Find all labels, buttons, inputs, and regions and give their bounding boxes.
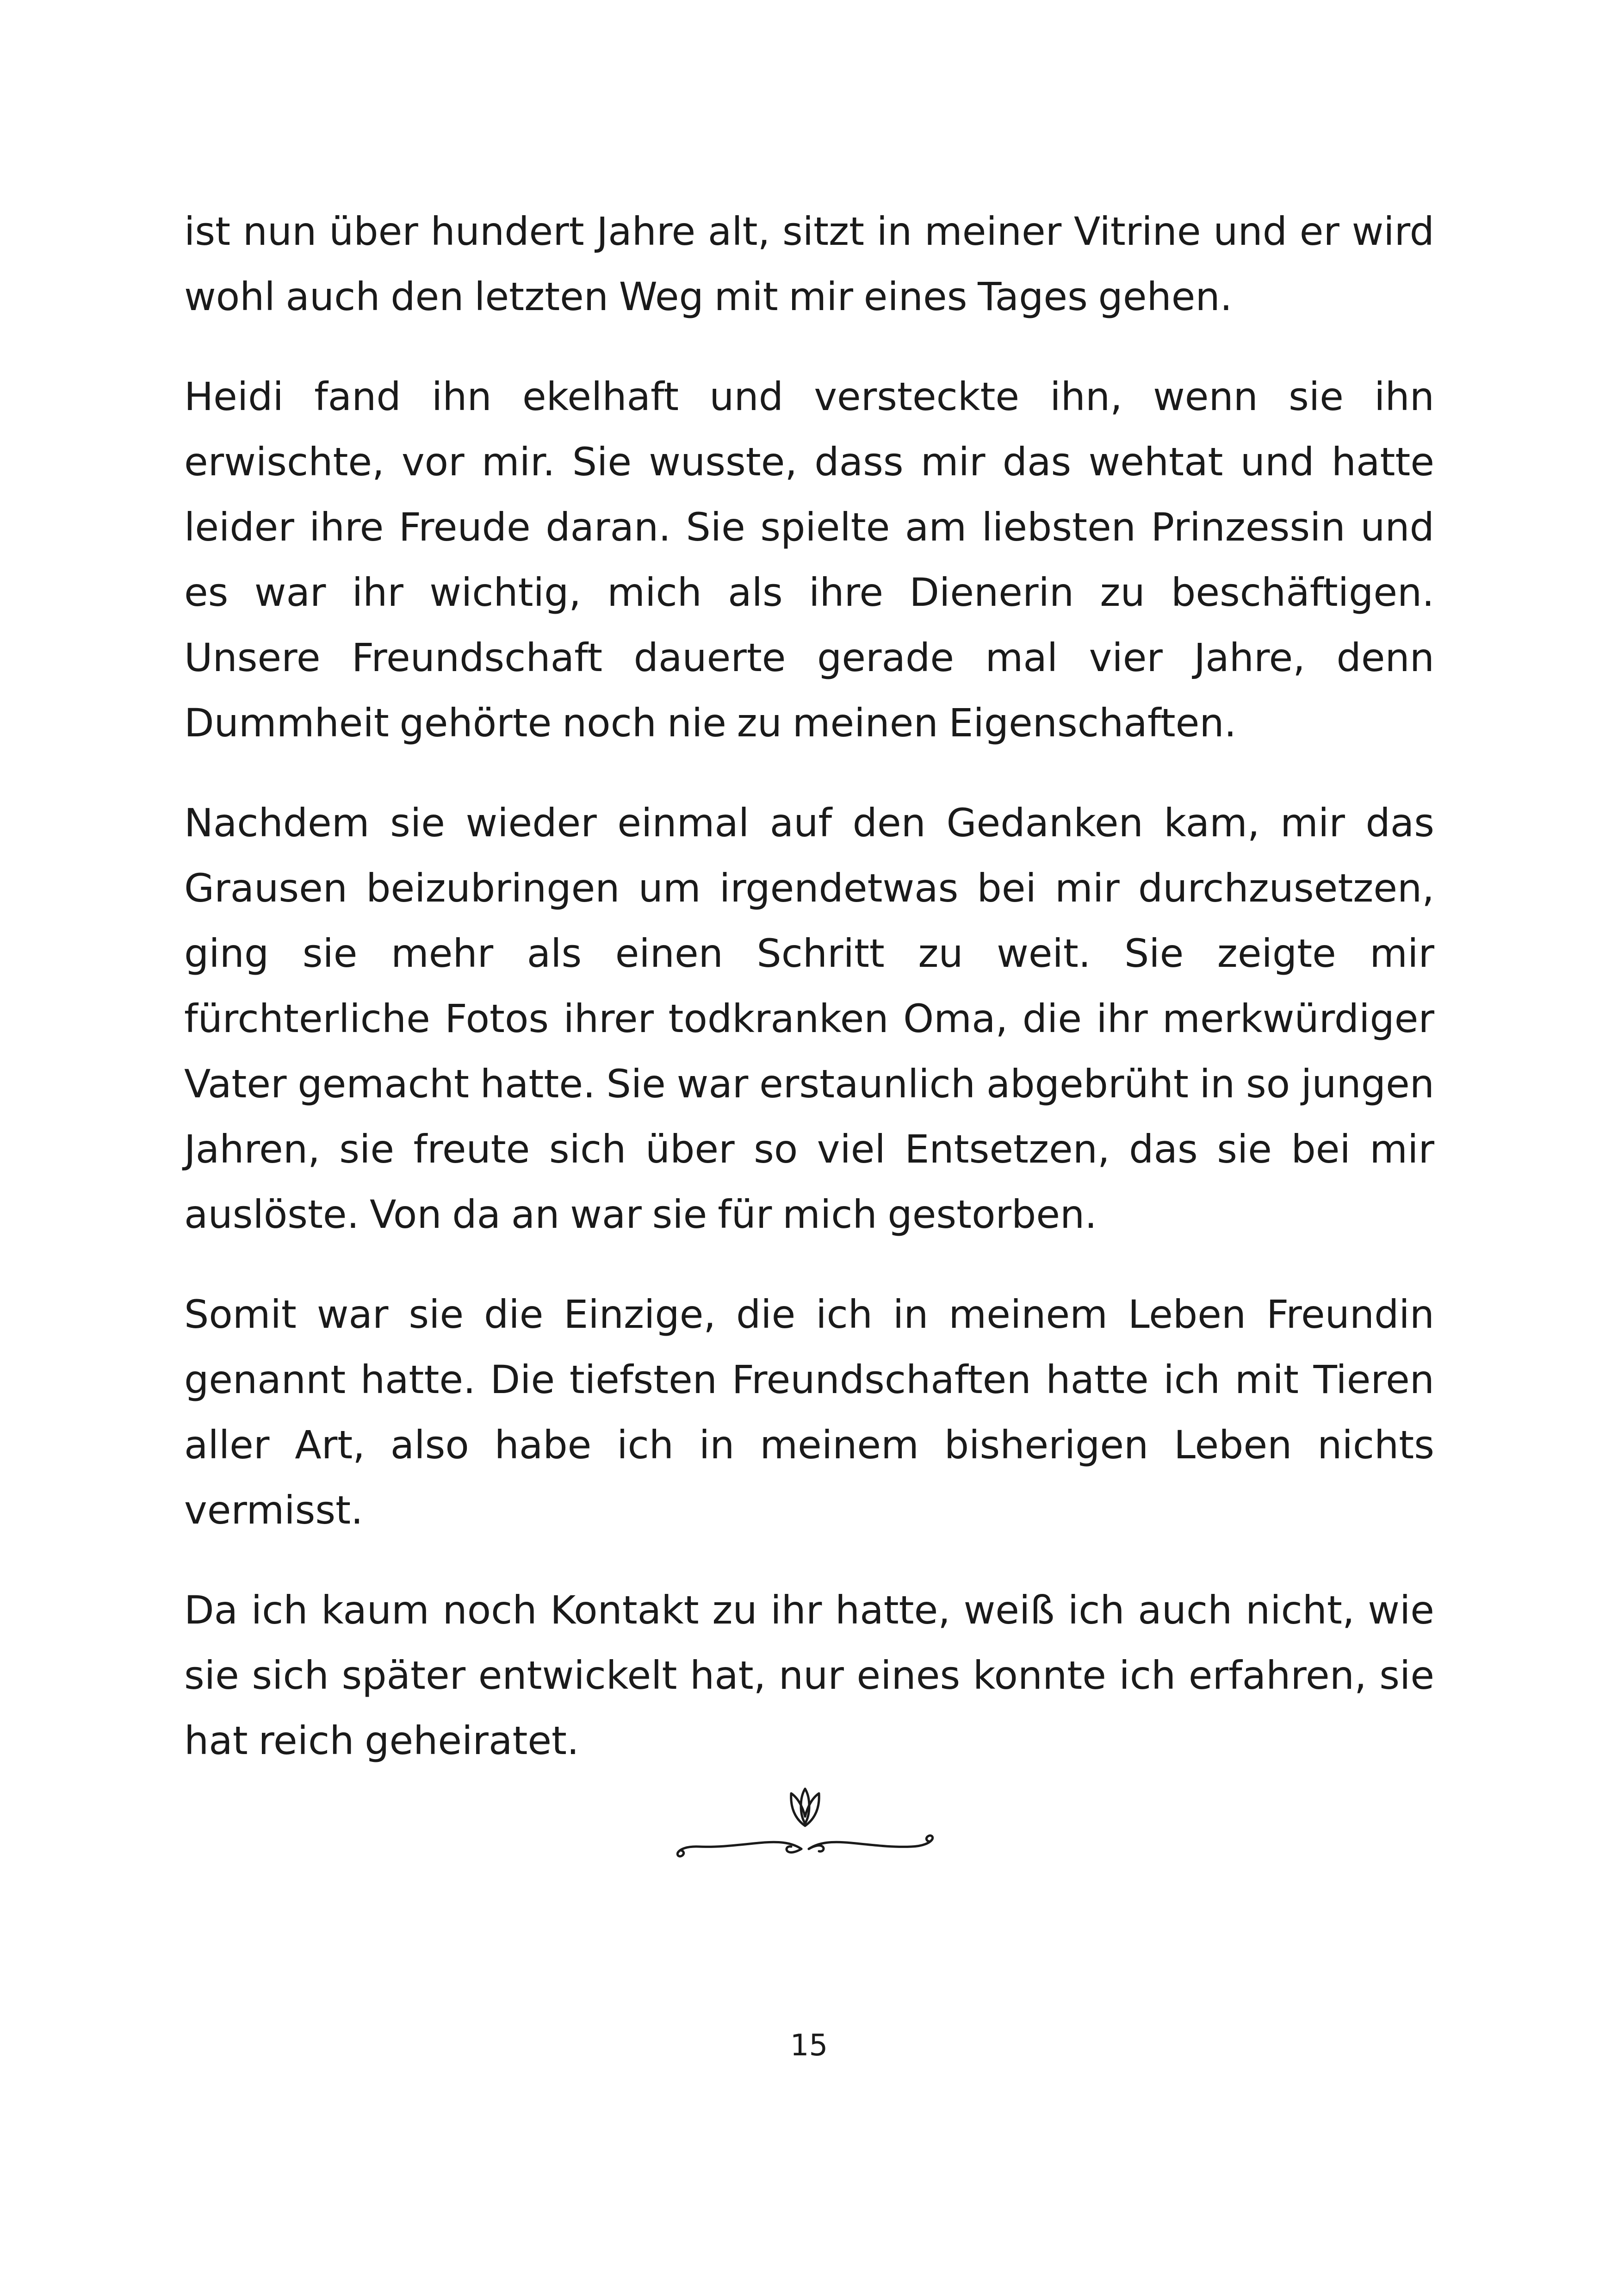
paragraph-5: Da ich kaum noch Kontakt zu ihr hatte, weiß ich auch nicht, wie sie sich später entwickelt hat, nur eines konnte ich erfahren, sie hat reich geheiratet.: [184, 1587, 1434, 1763]
page-number: 15: [790, 2028, 828, 2063]
paragraph-4: Somit war sie die Einzige, die ich in meinem Leben Freundin genannt hatte. Die tiefsten Freundschaften hatte ich mit Tieren aller Art, also habe ich in meinem bisherigen Leben nichts vermisst.: [184, 1292, 1434, 1533]
tulip-flourish-icon: [666, 1773, 953, 1874]
body-text: [184, 199, 1434, 1808]
paragraph-2: Heidi fand ihn ekelhaft und versteckte ihn, wenn sie ihn erwischte, vor mir. Sie wusste, dass mir das wehtat und hatte leider ihre Freude daran. Sie spielte am liebsten Prinzessin und es war ihr wichtig, mich als ihre Dienerin zu beschäftigen. Unsere Freundschaft dauerte gerade mal vier Jahre, denn Dummheit gehörte noch nie zu meinen Eigenschaften.: [184, 374, 1434, 746]
paragraph-1: ist nun über hundert Jahre alt, sitzt in meiner Vitrine und er wird wohl auch den letzten Weg mit mir eines Tages gehen.: [184, 209, 1434, 319]
paragraph-3: Nachdem sie wieder einmal auf den Gedanken kam, mir das Grausen beizubringen um irgendetwas bei mir durchzusetzen, ging sie mehr als einen Schritt zu weit. Sie zeigte mir fürchterliche Fotos ihrer todkranken Oma, die ihr merkwürdiger Vater gemacht hatte. Sie war erstaunlich abgebrüht in so jungen Jahren, sie freute sich über so viel Entsetzen, das sie bei mir auslöste. Von da an war sie für mich gestorben.: [184, 800, 1434, 1237]
